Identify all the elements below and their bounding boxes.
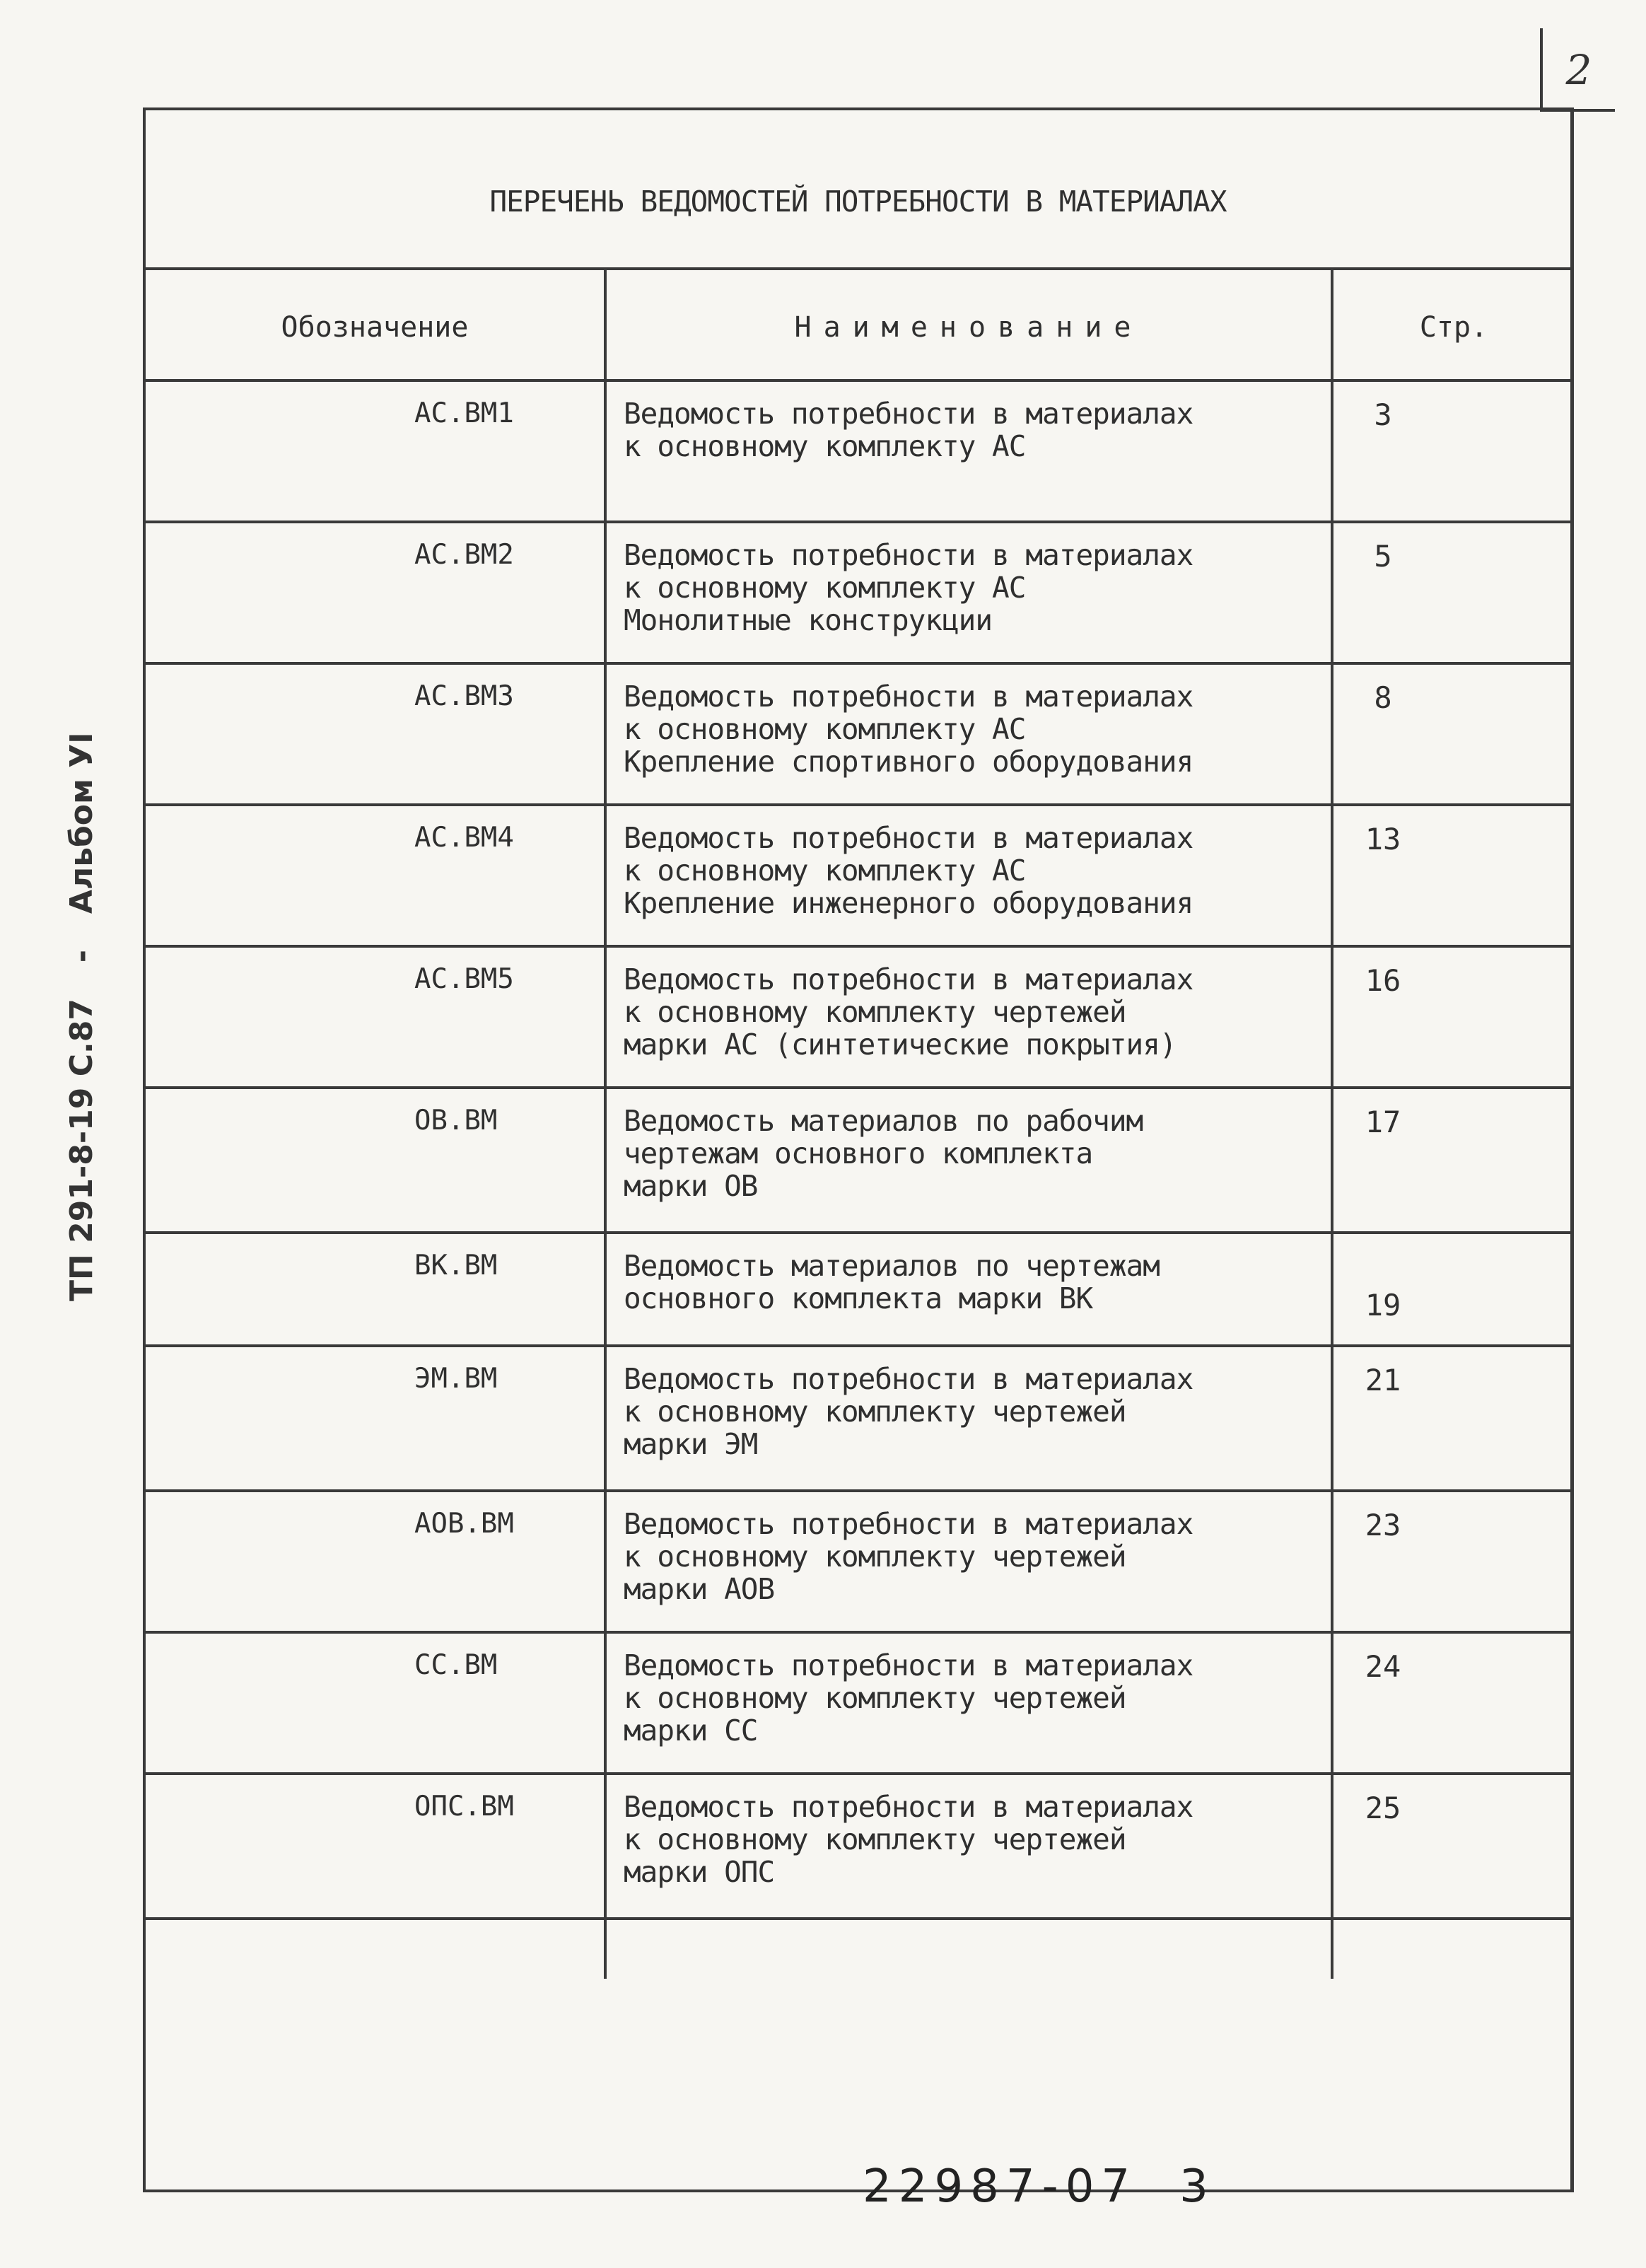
row-name: Ведомость потребности в материалах к основному комплекту АС Крепление инженерного оборудования: [624, 821, 1193, 920]
title-divider: [146, 267, 1570, 270]
row-code: СС.ВМ: [414, 1649, 498, 1681]
stamp-sheet: 3: [1179, 2161, 1215, 2213]
row-page: 13: [1365, 822, 1401, 856]
table-row: [146, 1086, 1570, 1231]
column-header-name: Наименование: [794, 310, 1143, 344]
side-label-separator: -: [64, 949, 100, 963]
row-code: ОПС.ВМ: [414, 1791, 514, 1822]
row-page: 25: [1365, 1791, 1401, 1825]
row-code: АС.ВМ5: [414, 963, 514, 995]
row-page: 17: [1365, 1105, 1401, 1139]
table-row: [146, 662, 1570, 803]
side-label: [64, 382, 120, 1301]
row-page: 5: [1374, 539, 1392, 574]
column-header-page: Стр.: [1419, 310, 1488, 344]
row-page: 21: [1365, 1363, 1401, 1397]
table-row: [146, 945, 1570, 1086]
stamp: [863, 2161, 1215, 2213]
row-code: АС.ВМ1: [414, 397, 514, 429]
row-name: Ведомость потребности в материалах к основному комплекту чертежей марки ЭМ: [624, 1362, 1193, 1461]
project-code: ТП 291-8-19 С.87: [64, 999, 100, 1301]
row-code: АС.ВМ3: [414, 680, 514, 712]
row-name: Ведомость потребности в материалах к основному комплекту АС Монолитные конструкции: [624, 538, 1193, 637]
row-page: 23: [1365, 1508, 1401, 1542]
row-name: Ведомость материалов по рабочим чертежам основного комплекта марки ОВ: [624, 1104, 1143, 1203]
table-row: [146, 1489, 1570, 1631]
row-code: ВК.ВМ: [414, 1250, 498, 1281]
stamp-number: 22987-07: [863, 2161, 1138, 2213]
row-code: АОВ.ВМ: [414, 1508, 514, 1540]
table-row: [146, 1772, 1570, 1917]
album-label: Альбом УI: [64, 732, 100, 914]
page-number: 2: [1540, 28, 1615, 112]
document-title: ПЕРЕЧЕНЬ ВЕДОМОСТЕЙ ПОТРЕБНОСТИ В МАТЕРИАЛАХ: [489, 185, 1227, 219]
row-page: 16: [1365, 963, 1401, 998]
table-row: [146, 1344, 1570, 1489]
row-divider: [146, 1917, 1570, 1920]
row-name: Ведомость потребности в материалах к основному комплекту чертежей марки АОВ: [624, 1507, 1193, 1606]
table-row: [146, 1631, 1570, 1772]
row-page: 19: [1365, 1288, 1401, 1322]
row-name: Ведомость потребности в материалах к основному комплекту АС: [624, 397, 1193, 463]
table-row: [146, 379, 1570, 521]
row-code: АС.ВМ2: [414, 539, 514, 571]
row-name: Ведомость потребности в материалах к основному комплекту чертежей марки ОПС: [624, 1790, 1193, 1889]
row-name: Ведомость потребности в материалах к основному комплекту чертежей марки АС (синтетические покрытия): [624, 963, 1193, 1062]
row-name: Ведомость потребности в материалах к основному комплекту АС Крепление спортивного оборудования: [624, 680, 1193, 779]
table-row: [146, 1231, 1570, 1344]
document-frame: [143, 107, 1574, 2192]
row-name: Ведомость материалов по чертежам основного комплекта марки ВК: [624, 1249, 1160, 1315]
row-code: ЭМ.ВМ: [414, 1363, 498, 1395]
table-row: [146, 521, 1570, 662]
row-page: 8: [1374, 680, 1392, 715]
column-header-code: Обозначение: [281, 310, 469, 344]
table-row: [146, 803, 1570, 945]
row-code: ОВ.ВМ: [414, 1105, 498, 1136]
row-page: 3: [1374, 397, 1392, 432]
row-name: Ведомость потребности в материалах к основному комплекту чертежей марки СС: [624, 1648, 1193, 1747]
row-code: АС.ВМ4: [414, 822, 514, 854]
row-page: 24: [1365, 1649, 1401, 1684]
